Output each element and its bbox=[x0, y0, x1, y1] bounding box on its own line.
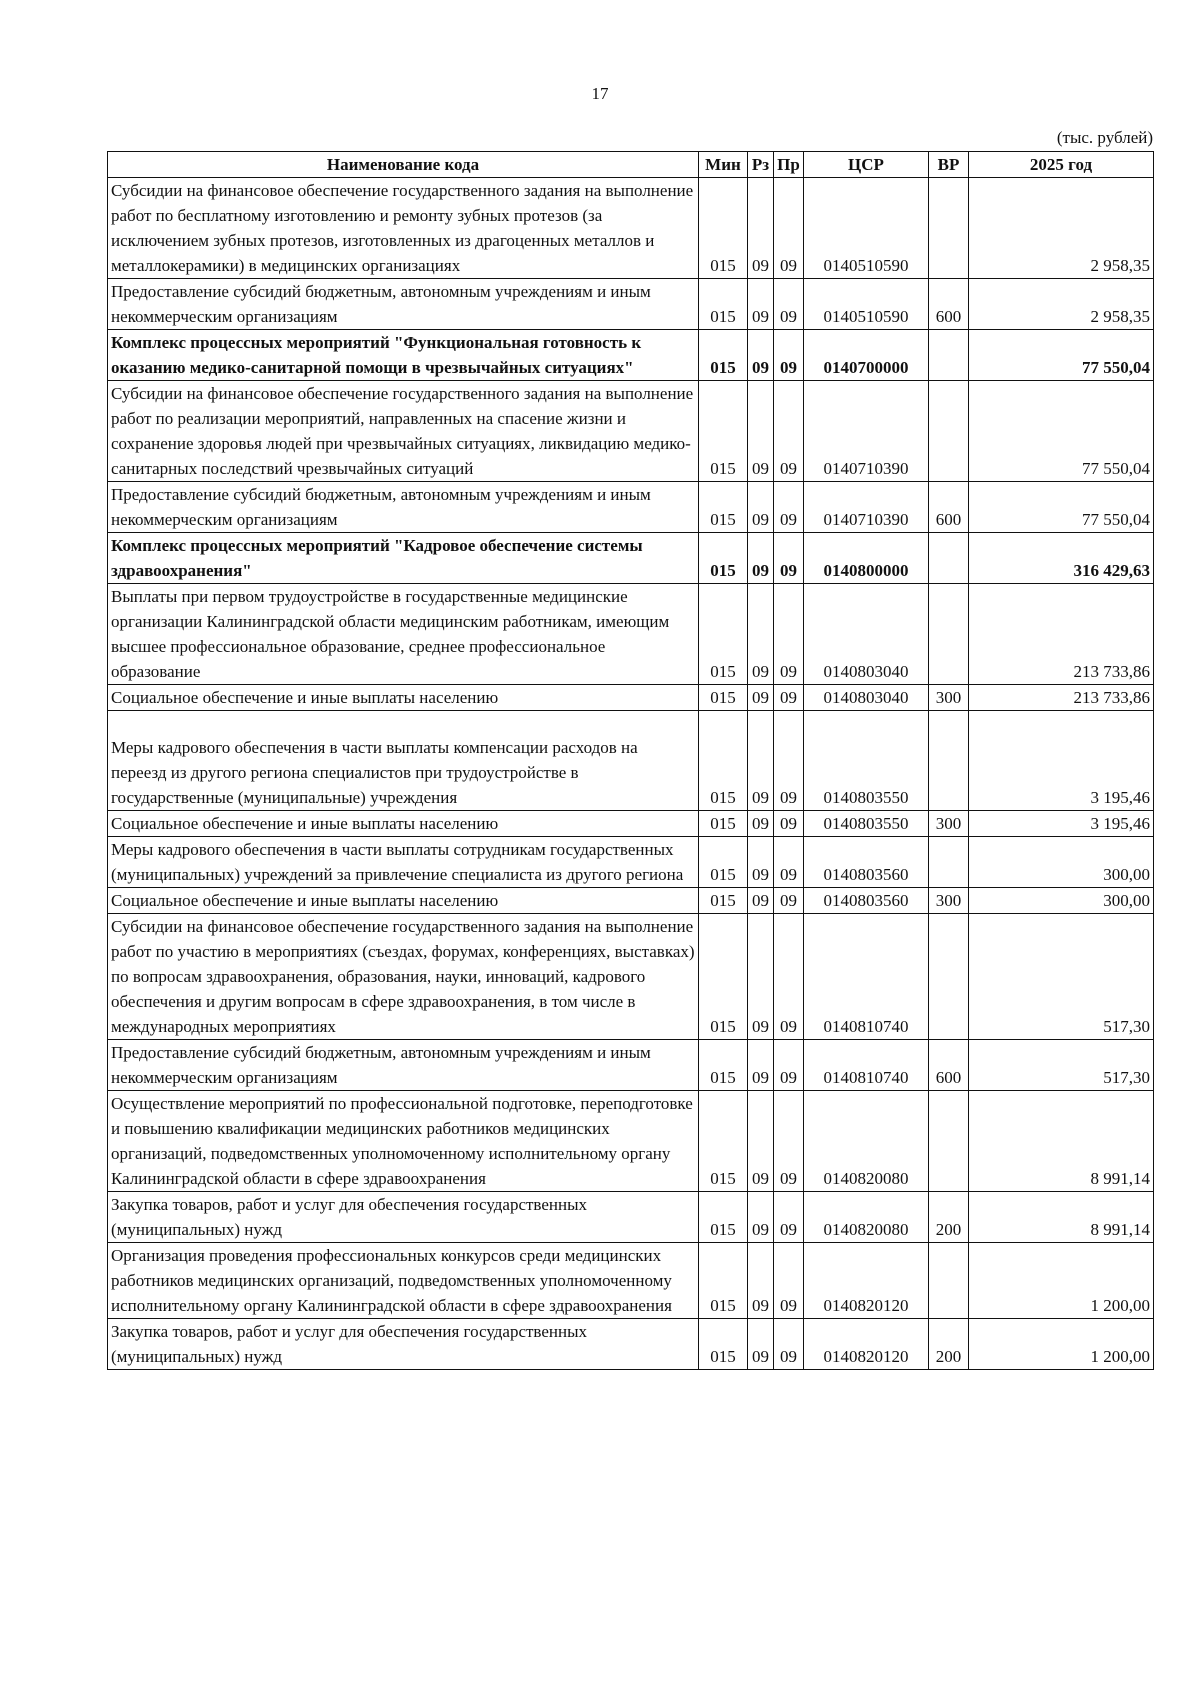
cell-csr: 0140810740 bbox=[804, 914, 929, 1040]
cell-csr: 0140710390 bbox=[804, 482, 929, 533]
cell-vr bbox=[929, 914, 969, 1040]
cell-csr: 0140510590 bbox=[804, 279, 929, 330]
cell-min: 015 bbox=[699, 914, 748, 1040]
cell-rz: 09 bbox=[748, 711, 774, 811]
table-row bbox=[108, 711, 1154, 811]
header-pr: Пр bbox=[774, 152, 804, 178]
cell-name: Субсидии на финансовое обеспечение государственного задания на выполнение работ по реализации мероприятий, направленных на спасение жизни и сохранение здоровья людей при чрезвычайных ситуациях, ликвидацию медико-санитарных последствий чрезвычайных ситуаций bbox=[108, 381, 699, 482]
cell-amount: 300,00 bbox=[969, 837, 1154, 888]
cell-amount: 2 958,35 bbox=[969, 279, 1154, 330]
cell-rz: 09 bbox=[748, 888, 774, 914]
cell-pr: 09 bbox=[774, 482, 804, 533]
cell-name: Закупка товаров, работ и услуг для обеспечения государственных (муниципальных) нужд bbox=[108, 1192, 699, 1243]
cell-min: 015 bbox=[699, 711, 748, 811]
cell-name: Закупка товаров, работ и услуг для обеспечения государственных (муниципальных) нужд bbox=[108, 1319, 699, 1370]
cell-name: Организация проведения профессиональных конкурсов среди медицинских работников медицинских организаций, подведомственных уполномоченному исполнительному органу Калининградской области в сфере здравоохранения bbox=[108, 1243, 699, 1319]
cell-pr: 09 bbox=[774, 1040, 804, 1091]
table-row bbox=[108, 279, 1154, 330]
cell-amount: 300,00 bbox=[969, 888, 1154, 914]
cell-name: Меры кадрового обеспечения в части выплаты компенсации расходов на переезд из другого региона специалистов при трудоустройстве в государственные (муниципальные) учреждения bbox=[108, 711, 699, 811]
header-csr: ЦСР bbox=[804, 152, 929, 178]
table-row bbox=[108, 1192, 1154, 1243]
cell-pr: 09 bbox=[774, 914, 804, 1040]
cell-amount: 77 550,04 bbox=[969, 330, 1154, 381]
cell-pr: 09 bbox=[774, 888, 804, 914]
header-rz: Рз bbox=[748, 152, 774, 178]
cell-min: 015 bbox=[699, 1040, 748, 1091]
cell-amount: 1 200,00 bbox=[969, 1243, 1154, 1319]
units-label: (тыс. рублей) bbox=[1056, 128, 1153, 147]
cell-amount: 213 733,86 bbox=[969, 584, 1154, 685]
cell-csr: 0140510590 bbox=[804, 178, 929, 279]
cell-rz: 09 bbox=[748, 1091, 774, 1192]
cell-vr bbox=[929, 330, 969, 381]
cell-csr: 0140803550 bbox=[804, 711, 929, 811]
header-vr: ВР bbox=[929, 152, 969, 178]
cell-pr: 09 bbox=[774, 1192, 804, 1243]
table-row bbox=[108, 482, 1154, 533]
cell-vr bbox=[929, 584, 969, 685]
cell-csr: 0140820120 bbox=[804, 1319, 929, 1370]
cell-min: 015 bbox=[699, 837, 748, 888]
cell-rz: 09 bbox=[748, 279, 774, 330]
cell-rz: 09 bbox=[748, 1319, 774, 1370]
table-row bbox=[108, 584, 1154, 685]
cell-min: 015 bbox=[699, 685, 748, 711]
cell-name: Социальное обеспечение и иные выплаты населению bbox=[108, 888, 699, 914]
cell-min: 015 bbox=[699, 584, 748, 685]
cell-min: 015 bbox=[699, 482, 748, 533]
cell-pr: 09 bbox=[774, 533, 804, 584]
cell-name: Субсидии на финансовое обеспечение государственного задания на выполнение работ по участию в мероприятиях (съездах, форумах, конференциях, выставках) по вопросам здравоохранения, образования, науки, инноваций, кадрового обеспечения и другим вопросам в сфере здравоохранения, в том числе в международных мероприятиях bbox=[108, 914, 699, 1040]
cell-amount: 517,30 bbox=[969, 1040, 1154, 1091]
cell-name: Комплекс процессных мероприятий "Кадровое обеспечение системы здравоохранения" bbox=[108, 533, 699, 584]
cell-name: Предоставление субсидий бюджетным, автономным учреждениям и иным некоммерческим организациям bbox=[108, 279, 699, 330]
cell-name: Комплекс процессных мероприятий "Функциональная готовность к оказанию медико-санитарной помощи в чрезвычайных ситуациях" bbox=[108, 330, 699, 381]
cell-vr bbox=[929, 837, 969, 888]
cell-min: 015 bbox=[699, 1319, 748, 1370]
cell-rz: 09 bbox=[748, 1192, 774, 1243]
table-header-row bbox=[108, 152, 1154, 178]
cell-min: 015 bbox=[699, 1243, 748, 1319]
cell-vr bbox=[929, 1243, 969, 1319]
table-body bbox=[108, 178, 1154, 1370]
table-row bbox=[108, 330, 1154, 381]
table-row bbox=[108, 1243, 1154, 1319]
cell-csr: 0140803040 bbox=[804, 584, 929, 685]
table-row bbox=[108, 533, 1154, 584]
cell-vr: 300 bbox=[929, 811, 969, 837]
cell-rz: 09 bbox=[748, 482, 774, 533]
cell-vr: 600 bbox=[929, 482, 969, 533]
cell-amount: 8 991,14 bbox=[969, 1192, 1154, 1243]
cell-min: 015 bbox=[699, 811, 748, 837]
cell-amount: 213 733,86 bbox=[969, 685, 1154, 711]
cell-amount: 316 429,63 bbox=[969, 533, 1154, 584]
cell-csr: 0140820080 bbox=[804, 1192, 929, 1243]
cell-vr: 600 bbox=[929, 279, 969, 330]
table-row bbox=[108, 888, 1154, 914]
cell-vr bbox=[929, 1091, 969, 1192]
cell-pr: 09 bbox=[774, 711, 804, 811]
cell-min: 015 bbox=[699, 178, 748, 279]
cell-pr: 09 bbox=[774, 1319, 804, 1370]
cell-rz: 09 bbox=[748, 330, 774, 381]
cell-rz: 09 bbox=[748, 1040, 774, 1091]
cell-vr: 200 bbox=[929, 1192, 969, 1243]
cell-vr bbox=[929, 533, 969, 584]
cell-name: Меры кадрового обеспечения в части выплаты сотрудникам государственных (муниципальных) учреждений за привлечение специалиста из другого региона bbox=[108, 837, 699, 888]
cell-pr: 09 bbox=[774, 1243, 804, 1319]
cell-min: 015 bbox=[699, 279, 748, 330]
table-row bbox=[108, 178, 1154, 279]
cell-vr: 600 bbox=[929, 1040, 969, 1091]
cell-vr: 200 bbox=[929, 1319, 969, 1370]
cell-name: Предоставление субсидий бюджетным, автономным учреждениям и иным некоммерческим организациям bbox=[108, 482, 699, 533]
cell-min: 015 bbox=[699, 1091, 748, 1192]
cell-amount: 2 958,35 bbox=[969, 178, 1154, 279]
cell-min: 015 bbox=[699, 330, 748, 381]
budget-table bbox=[107, 151, 1154, 1370]
cell-csr: 0140803560 bbox=[804, 837, 929, 888]
cell-pr: 09 bbox=[774, 330, 804, 381]
cell-csr: 0140810740 bbox=[804, 1040, 929, 1091]
cell-rz: 09 bbox=[748, 178, 774, 279]
table-row bbox=[108, 1040, 1154, 1091]
cell-pr: 09 bbox=[774, 1091, 804, 1192]
cell-csr: 0140820080 bbox=[804, 1091, 929, 1192]
cell-pr: 09 bbox=[774, 381, 804, 482]
cell-amount: 77 550,04 bbox=[969, 482, 1154, 533]
header-min: Мин bbox=[699, 152, 748, 178]
cell-name: Выплаты при первом трудоустройстве в государственные медицинские организации Калининградской области медицинским работникам, имеющим высшее профессиональное образование, среднее профессиональное образование bbox=[108, 584, 699, 685]
cell-vr bbox=[929, 381, 969, 482]
cell-vr bbox=[929, 178, 969, 279]
cell-min: 015 bbox=[699, 888, 748, 914]
cell-amount: 1 200,00 bbox=[969, 1319, 1154, 1370]
cell-pr: 09 bbox=[774, 584, 804, 685]
cell-rz: 09 bbox=[748, 914, 774, 1040]
header-year: 2025 год bbox=[969, 152, 1154, 178]
table-row bbox=[108, 837, 1154, 888]
cell-amount: 3 195,46 bbox=[969, 711, 1154, 811]
cell-rz: 09 bbox=[748, 1243, 774, 1319]
cell-csr: 0140800000 bbox=[804, 533, 929, 584]
table-row bbox=[108, 1091, 1154, 1192]
cell-csr: 0140700000 bbox=[804, 330, 929, 381]
cell-pr: 09 bbox=[774, 279, 804, 330]
table-row bbox=[108, 381, 1154, 482]
cell-pr: 09 bbox=[774, 685, 804, 711]
page-number: 17 bbox=[591, 84, 609, 103]
cell-csr: 0140820120 bbox=[804, 1243, 929, 1319]
cell-csr: 0140803560 bbox=[804, 888, 929, 914]
cell-name: Субсидии на финансовое обеспечение государственного задания на выполнение работ по бесплатному изготовлению и ремонту зубных протезов (за исключением зубных протезов, изготовленных из драгоценных металлов и металлокерамики) в медицинских организациях bbox=[108, 178, 699, 279]
cell-amount: 8 991,14 bbox=[969, 1091, 1154, 1192]
cell-min: 015 bbox=[699, 1192, 748, 1243]
header-name: Наименование кода bbox=[108, 152, 699, 178]
cell-rz: 09 bbox=[748, 685, 774, 711]
cell-min: 015 bbox=[699, 533, 748, 584]
cell-pr: 09 bbox=[774, 178, 804, 279]
cell-rz: 09 bbox=[748, 584, 774, 685]
cell-rz: 09 bbox=[748, 837, 774, 888]
cell-pr: 09 bbox=[774, 811, 804, 837]
cell-vr: 300 bbox=[929, 888, 969, 914]
cell-csr: 0140710390 bbox=[804, 381, 929, 482]
cell-min: 015 bbox=[699, 381, 748, 482]
cell-rz: 09 bbox=[748, 533, 774, 584]
cell-amount: 517,30 bbox=[969, 914, 1154, 1040]
cell-csr: 0140803550 bbox=[804, 811, 929, 837]
cell-pr: 09 bbox=[774, 837, 804, 888]
cell-amount: 77 550,04 bbox=[969, 381, 1154, 482]
cell-vr bbox=[929, 711, 969, 811]
cell-amount: 3 195,46 bbox=[969, 811, 1154, 837]
table-row bbox=[108, 914, 1154, 1040]
cell-rz: 09 bbox=[748, 811, 774, 837]
cell-csr: 0140803040 bbox=[804, 685, 929, 711]
cell-name: Социальное обеспечение и иные выплаты населению bbox=[108, 811, 699, 837]
cell-name: Социальное обеспечение и иные выплаты населению bbox=[108, 685, 699, 711]
table-row bbox=[108, 1319, 1154, 1370]
table-row bbox=[108, 811, 1154, 837]
cell-name: Осуществление мероприятий по профессиональной подготовке, переподготовке и повышению квалификации медицинских работников медицинских организаций, подведомственных уполномоченному исполнительному органу Калининградской области в сфере здравоохранения bbox=[108, 1091, 699, 1192]
cell-vr: 300 bbox=[929, 685, 969, 711]
cell-rz: 09 bbox=[748, 381, 774, 482]
table-row bbox=[108, 685, 1154, 711]
cell-name: Предоставление субсидий бюджетным, автономным учреждениям и иным некоммерческим организациям bbox=[108, 1040, 699, 1091]
